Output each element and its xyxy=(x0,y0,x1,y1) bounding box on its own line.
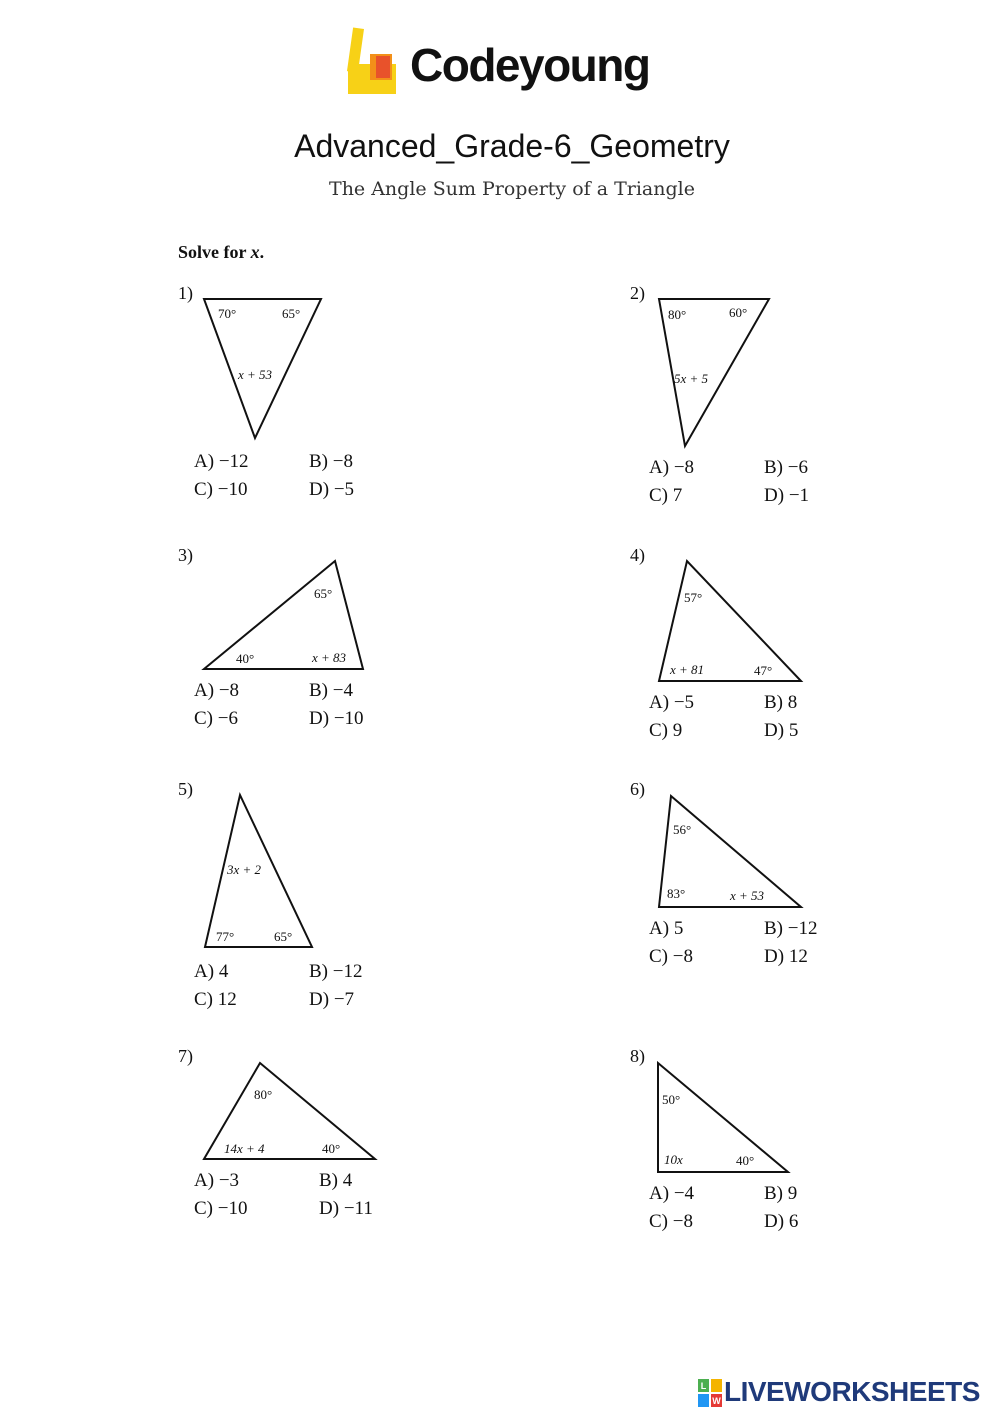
angle-label: 56° xyxy=(673,822,692,837)
choice-value: −5 xyxy=(333,479,355,500)
choice-a[interactable] xyxy=(194,680,309,702)
choice-a[interactable] xyxy=(649,692,764,714)
angle-label: 40° xyxy=(736,1153,755,1168)
choice-b[interactable] xyxy=(764,1183,864,1205)
choice-value: 5 xyxy=(788,720,799,741)
angle-label: 80° xyxy=(254,1087,273,1102)
choice-value: −10 xyxy=(217,1198,248,1219)
question-4-choices xyxy=(649,692,864,742)
choice-b[interactable] xyxy=(309,961,409,983)
choice-value: −6 xyxy=(217,708,238,729)
choice-value: −3 xyxy=(218,1170,240,1191)
choice-letter: B) xyxy=(764,692,783,713)
choice-a[interactable] xyxy=(194,961,309,983)
angle-label: 70° xyxy=(218,306,237,321)
triangle-outline xyxy=(659,299,769,446)
angle-label: 77° xyxy=(216,929,235,944)
question-7-choices xyxy=(194,1170,419,1220)
choice-letter: A) xyxy=(649,692,670,713)
choice-d[interactable] xyxy=(319,1198,419,1220)
choice-value: 8 xyxy=(787,692,798,713)
choice-value: −6 xyxy=(787,457,808,478)
choice-d[interactable] xyxy=(309,479,409,501)
choice-letter: C) xyxy=(649,485,668,506)
choice-c[interactable] xyxy=(649,1211,764,1233)
choice-a[interactable] xyxy=(649,918,764,940)
triangle-outline xyxy=(204,1063,375,1159)
angle-label: 50° xyxy=(662,1092,681,1107)
choice-value: −4 xyxy=(332,680,353,701)
choice-letter: D) xyxy=(764,720,785,741)
choice-d[interactable] xyxy=(764,946,864,968)
liveworksheets-badge-icon xyxy=(698,1379,722,1407)
question-3-choices xyxy=(194,680,409,730)
choice-value: 4 xyxy=(218,961,229,982)
question-8-number: 8) xyxy=(630,1046,645,1066)
choice-letter: C) xyxy=(194,708,213,729)
angle-label: 10x xyxy=(664,1152,683,1167)
angle-label: 40° xyxy=(322,1141,341,1156)
codeyoung-logo-mark xyxy=(344,24,400,98)
choice-value: −8 xyxy=(672,1211,693,1232)
choice-value: 9 xyxy=(787,1183,798,1204)
choice-value: 12 xyxy=(217,989,237,1010)
worksheet-subtitle: The Angle Sum Property of a Triangle xyxy=(329,178,695,200)
angle-label: 57° xyxy=(684,590,703,605)
choice-value: −8 xyxy=(332,451,353,472)
choice-letter: A) xyxy=(649,1183,670,1204)
choice-b[interactable] xyxy=(764,457,864,479)
triangle-outline xyxy=(659,796,801,907)
choice-value: 4 xyxy=(342,1170,353,1191)
choice-letter: D) xyxy=(319,1198,340,1219)
choice-value: −5 xyxy=(673,692,695,713)
choice-letter: C) xyxy=(194,479,213,500)
choice-value: −12 xyxy=(332,961,363,982)
choice-a[interactable] xyxy=(649,457,764,479)
choice-letter: C) xyxy=(194,989,213,1010)
angle-label: 14x + 4 xyxy=(224,1141,265,1156)
choice-value: −10 xyxy=(217,479,248,500)
choice-b[interactable] xyxy=(309,680,409,702)
angle-label: 65° xyxy=(314,586,333,601)
question-5-choices xyxy=(194,961,409,1011)
choice-letter: B) xyxy=(309,451,328,472)
choice-a[interactable] xyxy=(649,1183,764,1205)
angle-label: x + 53 xyxy=(238,367,273,382)
question-1-number: 1) xyxy=(178,283,193,303)
choice-value: −12 xyxy=(787,918,818,939)
angle-label: 47° xyxy=(754,663,773,678)
choice-b[interactable] xyxy=(319,1170,419,1192)
choice-letter: D) xyxy=(309,479,330,500)
angle-label: 3x + 2 xyxy=(227,862,262,877)
question-1-choices xyxy=(194,451,409,501)
choice-c[interactable] xyxy=(649,485,764,507)
choice-value: −8 xyxy=(673,457,695,478)
question-2-number: 2) xyxy=(630,283,645,303)
choice-letter: C) xyxy=(194,1198,213,1219)
choice-value: 12 xyxy=(788,946,808,967)
choice-b[interactable] xyxy=(309,451,409,473)
angle-label: x + 83 xyxy=(312,650,347,665)
angle-label: 65° xyxy=(274,929,293,944)
choice-letter: B) xyxy=(764,457,783,478)
triangle-outline xyxy=(204,561,363,669)
choice-letter: D) xyxy=(764,485,785,506)
choice-c[interactable] xyxy=(194,1198,319,1220)
choice-value: −1 xyxy=(788,485,810,506)
instruction-prefix: Solve for xyxy=(178,242,251,262)
question-6-choices xyxy=(649,918,864,968)
choice-letter: B) xyxy=(764,918,783,939)
choice-letter: A) xyxy=(194,680,215,701)
choice-value: −8 xyxy=(218,680,240,701)
question-2-choices xyxy=(649,457,864,507)
choice-letter: C) xyxy=(649,720,668,741)
choice-value: 6 xyxy=(788,1211,799,1232)
choice-b[interactable] xyxy=(764,692,864,714)
question-4-number: 4) xyxy=(630,545,645,565)
angle-label: 80° xyxy=(668,307,687,322)
question-7-number: 7) xyxy=(178,1046,193,1066)
choice-value: −11 xyxy=(343,1198,373,1219)
question-8-choices xyxy=(649,1183,864,1233)
angle-label: 83° xyxy=(667,886,686,901)
choice-c[interactable] xyxy=(194,708,309,730)
triangle-outline xyxy=(204,299,321,438)
choice-a[interactable] xyxy=(194,451,309,473)
choice-letter: B) xyxy=(764,1183,783,1204)
choice-value: −4 xyxy=(673,1183,695,1204)
angle-label: x + 53 xyxy=(730,888,765,903)
choice-value: −10 xyxy=(333,708,364,729)
choice-letter: D) xyxy=(764,1211,785,1232)
choice-letter: A) xyxy=(194,961,215,982)
worksheet-title: Advanced_Grade-6_Geometry xyxy=(294,128,730,164)
choice-d[interactable] xyxy=(764,1211,864,1233)
triangle-outline xyxy=(658,1063,788,1172)
question-6-number: 6) xyxy=(630,779,645,799)
choice-letter: D) xyxy=(309,989,330,1010)
choice-value: −8 xyxy=(672,946,693,967)
choice-letter: D) xyxy=(764,946,785,967)
choice-letter: C) xyxy=(649,1211,668,1232)
question-5-number: 5) xyxy=(178,779,193,799)
choice-value: 7 xyxy=(672,485,683,506)
choice-value: 5 xyxy=(673,918,684,939)
choice-d[interactable] xyxy=(309,989,409,1011)
choice-letter: B) xyxy=(309,961,328,982)
codeyoung-logo xyxy=(344,24,694,104)
choice-value: −12 xyxy=(218,451,249,472)
choice-c[interactable] xyxy=(649,946,764,968)
instruction xyxy=(178,242,264,263)
triangle-outline xyxy=(205,795,312,947)
choice-letter: A) xyxy=(649,918,670,939)
angle-label: 40° xyxy=(236,651,255,666)
liveworksheets-wordmark: LIVEWORKSHEETS xyxy=(724,1376,980,1407)
choice-a[interactable] xyxy=(194,1170,319,1192)
instruction-suffix: . xyxy=(259,242,265,262)
choice-d[interactable] xyxy=(309,708,409,730)
angle-label: 60° xyxy=(729,305,748,320)
choice-c[interactable] xyxy=(649,720,764,742)
choice-c[interactable] xyxy=(194,989,309,1011)
angle-label: x + 81 xyxy=(670,662,705,677)
svg-text:L: L xyxy=(700,1381,707,1391)
choice-letter: A) xyxy=(649,457,670,478)
choice-value: −7 xyxy=(333,989,355,1010)
choice-d[interactable] xyxy=(764,720,864,742)
choice-letter: A) xyxy=(194,1170,215,1191)
question-3-number: 3) xyxy=(178,545,193,565)
codeyoung-wordmark: Codeyoung xyxy=(410,39,650,91)
choice-letter: B) xyxy=(319,1170,338,1191)
choice-c[interactable] xyxy=(194,479,309,501)
choice-letter: D) xyxy=(309,708,330,729)
liveworksheets-logo[interactable] xyxy=(698,1376,994,1410)
svg-text:W: W xyxy=(712,1396,721,1406)
angle-label: 65° xyxy=(282,306,301,321)
triangle-outline xyxy=(659,561,801,681)
choice-letter: B) xyxy=(309,680,328,701)
choice-letter: C) xyxy=(649,946,668,967)
choice-d[interactable] xyxy=(764,485,864,507)
angle-label: 5x + 5 xyxy=(674,371,709,386)
choice-b[interactable] xyxy=(764,918,864,940)
choice-letter: A) xyxy=(194,451,215,472)
instruction-variable: x xyxy=(250,242,260,262)
choice-value: 9 xyxy=(672,720,683,741)
